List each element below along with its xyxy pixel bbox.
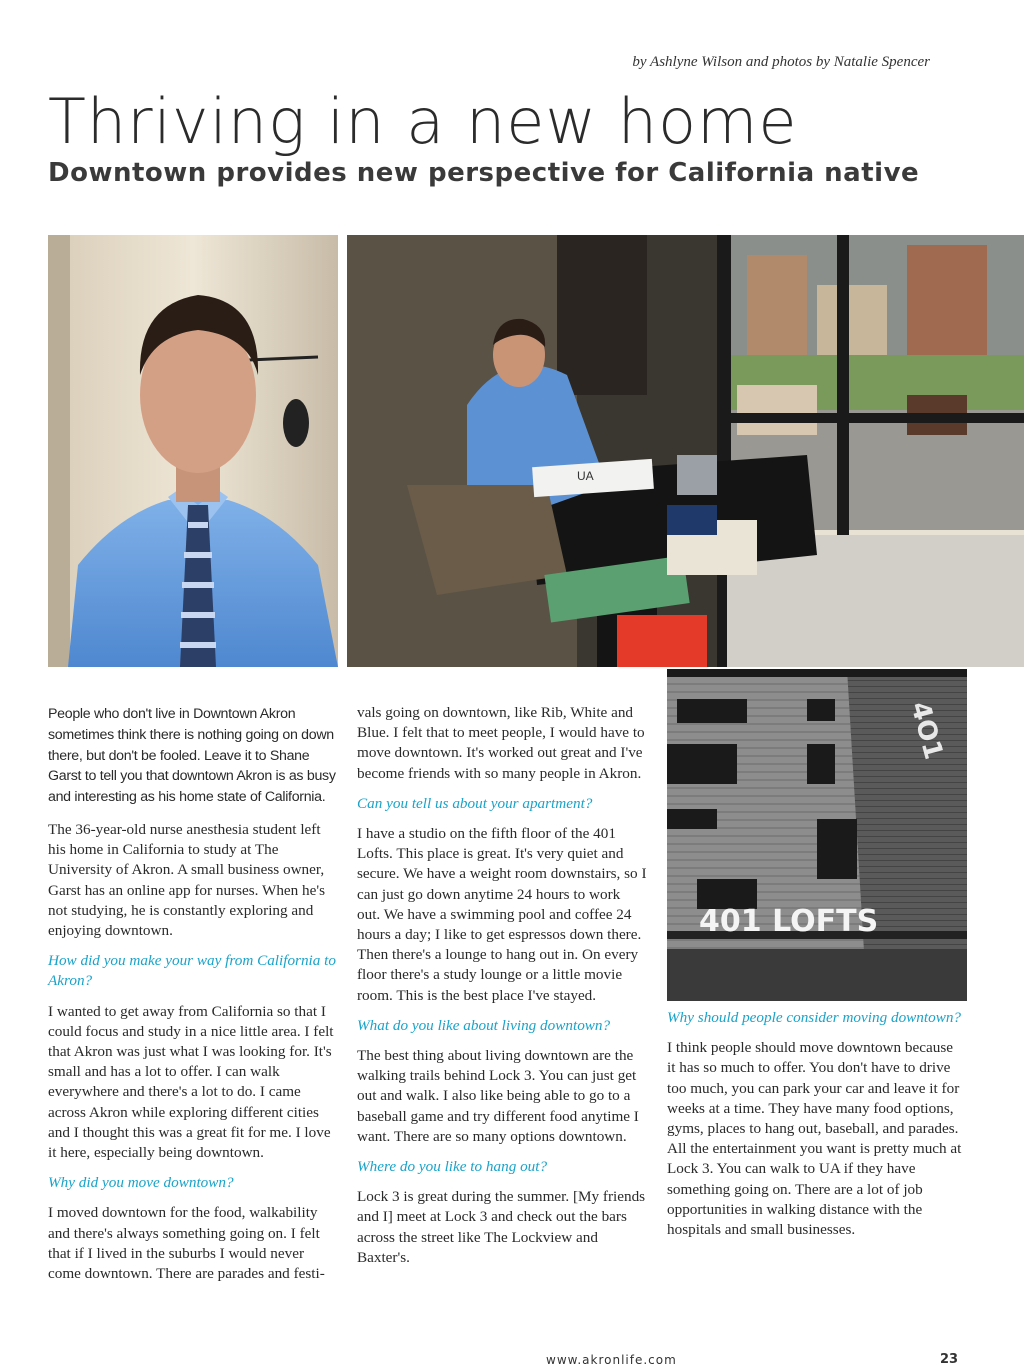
question-1: How did you make your way from California to Akron? [48, 952, 336, 990]
question-3: Can you tell us about your apartment? [357, 794, 593, 812]
byline: by Ashlyne Wilson and photos by Natalie Spencer [632, 54, 930, 70]
article-subtitle: Downtown provides new perspective for California native [48, 158, 920, 188]
answer-1: I wanted to get away from California so that I could focus and study in a nice little area. I felt that Akron was just what I was looking for. It's small and has a lot to offer. I can walk everywhere and there's a lot to do. I came across Akron while exploring different cities and I thought this was a great fit for me. I love it here, especially being downtown. [48, 1002, 334, 1162]
footer-url: www.akronlife.com [546, 1353, 677, 1367]
question-2: Why did you move downtown? [48, 1174, 234, 1192]
building-photo [667, 669, 967, 1001]
intro-paragraph: The 36-year-old nurse anesthesia student left his home in California to study at The University of Akron. A small business owner, Garst has an online app for nurses. When he's not studying, he is constantly exploring and enjoying downtown. [48, 820, 326, 939]
lead-paragraph: People who don't live in Downtown Akron sometimes think there is nothing going on down there, but don't be fooled. Leave it to Shane Garst to tell you that downtown Akron is as busy and interesting as his home state of California. [48, 706, 336, 806]
svg-text:4O1: 4O1 [904, 698, 949, 763]
portrait-photo [48, 235, 338, 667]
question-5: Where do you like to hang out? [357, 1158, 548, 1176]
answer-3: I have a studio on the fifth floor of the 401 Lofts. This place is great. It's very quiet and secure. We have a weight room downstairs, so I can just go down anytime 24 hours to work out. We have a swimming pool and coffee 24 hours a day; I like to get espressos down there. Then there's a lounge to hang out in. On every floor there's a study lounge or a little movie room. This is the best place I've stayed. [357, 825, 647, 1004]
question-6: Why should people consider moving downtown? [667, 1009, 962, 1026]
column-2 [357, 703, 647, 1278]
answer-5: Lock 3 is great during the summer. [My friends and I] meet at Lock 3 and check out the bars across the street like The Lockview and Baxter's. [357, 1188, 646, 1266]
answer-4: The best thing about living downtown are the walking trails behind Lock 3. You can just get out and walk. I also like being able to go to a baseball game and try different food anytime I want. There are so many options downtown. [357, 1047, 639, 1145]
article-title: Thriving in a new home [48, 85, 798, 158]
answer-6: I think people should move downtown because it has so much to offer. You don't have to drive too much, you can park your car and leave it for weeks at a time. They have many food options, gyms, places to hang out, baseball, and parades. All the entertainment you want is pretty much at Lock 3. You can walk to UA if they have something going on. There are a lot of job opportunities in walking distance with the hospitals and small businesses. [667, 1039, 962, 1239]
column-3 [667, 1008, 962, 1250]
building-sign: 401 LOFTS [699, 904, 879, 939]
question-4: What do you like about living downtown? [357, 1016, 611, 1034]
column-1 [48, 704, 338, 1294]
answer-2: I moved downtown for the food, walkability and there's always something going on. I felt that if I lived in the suburbs I would never come downtown. There are parades and festi- [48, 1204, 325, 1283]
folder-logo: UA [577, 469, 594, 483]
desk-photo [347, 235, 1024, 667]
page-number: 23 [940, 1352, 959, 1367]
continued-paragraph: vals going on downtown, like Rib, White and Blue. I felt that to meet people, I would have to move downtown. It's worked out great and I've become friends with so many people in Akron. [357, 704, 645, 782]
